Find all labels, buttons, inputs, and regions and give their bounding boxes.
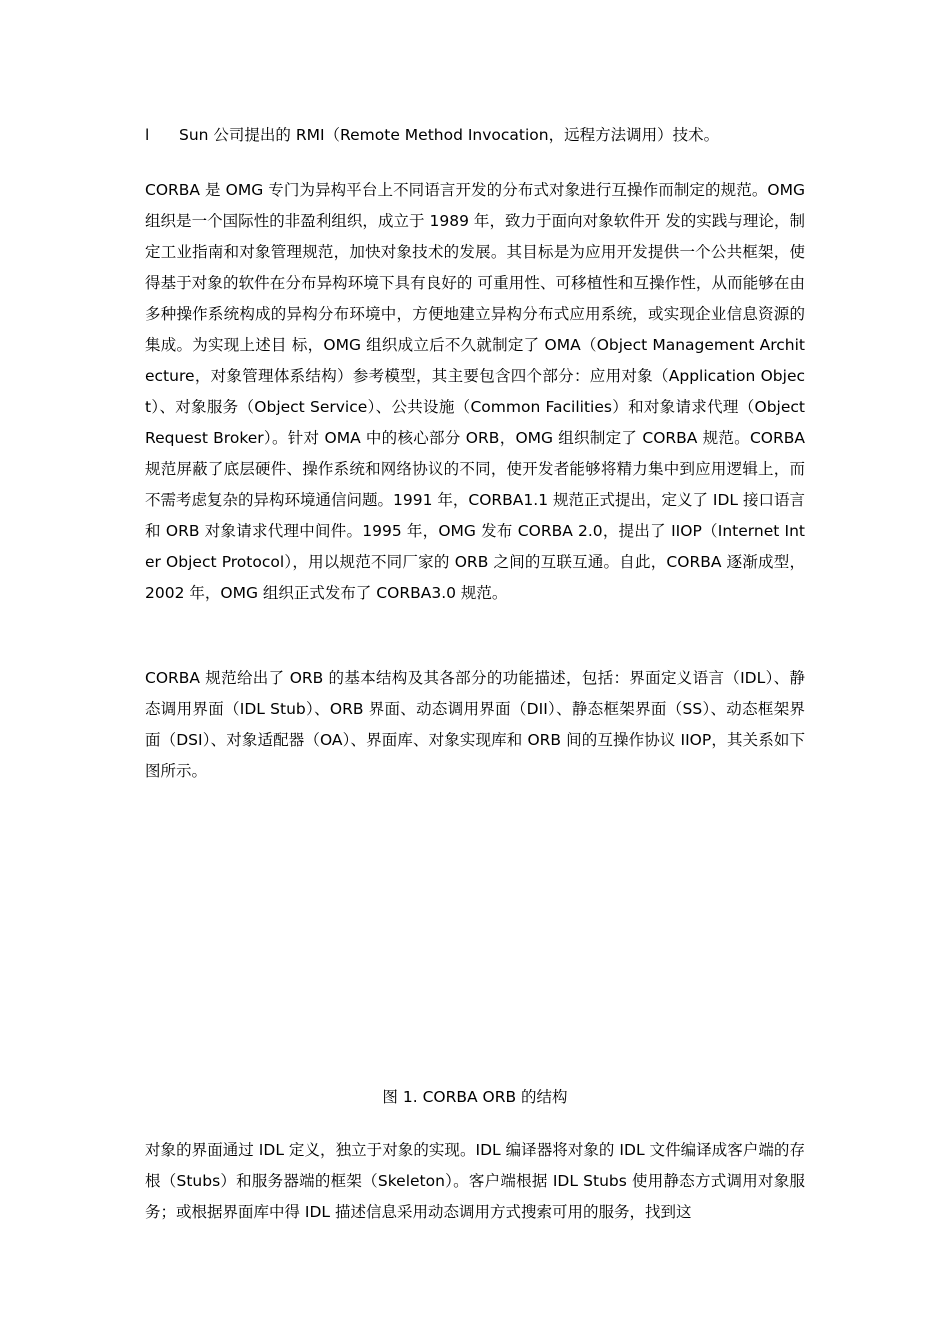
paragraph-orb-structure: CORBA 规范给出了 ORB 的基本结构及其各部分的功能描述，包括：界面定义语言（IDL）、静态调用界面（IDL Stub）、ORB 界面、动态调用界面（DII）、静态框架界面（SS）、动态框架界面（DSI）、对象适配器（OA）、界面库、对象实现库和 ORB 间的互操作协议 IIOP，其关系如下图所示。 <box>145 669 805 780</box>
paragraph-idl-description: 对象的界面通过 IDL 定义，独立于对象的实现。IDL 编译器将对象的 IDL 文件编译成客户端的存根（Stubs）和服务器端的框架（Skeleton）。客户端根据 IDL Stubs 使用静态方式调用对象服务；或根据界面库中得 IDL 描述信息采用动态调用方式搜索可用的服务，找到这 <box>145 1141 805 1221</box>
figure-caption: 图 1. CORBA ORB 的结构 <box>382 1088 568 1106</box>
bullet-mark: l <box>145 126 150 144</box>
paragraph-corba-history: CORBA 是 OMG 专门为异构平台上不同语言开发的分布式对象进行互操作而制定的规范。OMG 组织是一个国际性的非盈利组织，成立于 1989 年，致力于面向对象软件开 发的实践与理论，制定工业指南和对象管理规范，加快对象技术的发展。其目标是为应用开发提供一个公共框架，使得基于对象的软件在分布异构环境下具有良好的 可重用性、可移植性和互操作性，从而能够在由多种操作系统构成的异构分布环境中，方便地建立异构分布式应用系统，或实现企业信息资源的集成。为实现上述目 标，OMG 组织成立后不久就制定了 OMA（Object Management Architecture，对象管理体系结构）参考模型，其主要包含四个部分：应用对象（Application Object）、对象服务（Object Service）、公共设施（Common Facilities）和对象请求代理（Object Request Broker）。针对 OMA 中的核心部分 ORB，OMG 组织制定了 CORBA 规范。CORBA 规范屏蔽了底层硬件、操作系统和网络协议的不同，使开发者能够将精力集中到应用逻辑上，而不需考虑复杂的异构环境通信问题。1991 年，CORBA1.1 规范正式提出，定义了 IDL 接口语言和 ORB 对象请求代理中间件。1995 年，OMG 发布 CORBA 2.0，提出了 IIOP（Internet Inter Object Protocol），用以规范不同厂家的 ORB 之间的互联互通。自此，CORBA 逐渐成型，2002 年，OMG 组织正式发布了 CORBA3.0 规范。 <box>145 181 805 602</box>
bullet-text: Sun 公司提出的 RMI（Remote Method Invocation，远程方法调用）技术。 <box>179 126 720 144</box>
bullet-item <box>145 123 805 147</box>
figure-placeholder <box>145 800 805 1070</box>
